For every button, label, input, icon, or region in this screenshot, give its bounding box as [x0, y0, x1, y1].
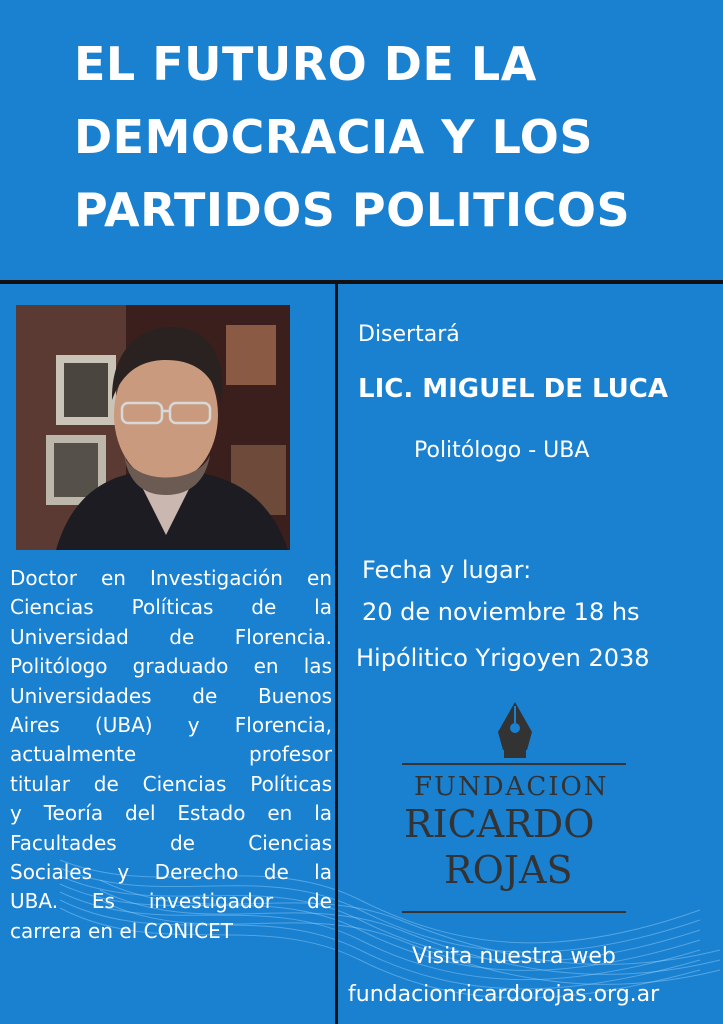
pen-nib-icon	[498, 702, 532, 758]
event-heading: Fecha y lugar:	[362, 556, 532, 584]
title-line: PARTIDOS POLITICOS	[74, 183, 631, 237]
bio-line: Universidades de Buenos	[10, 683, 332, 708]
bio-line: Universidad de Florencia.	[10, 624, 332, 649]
foundation-logo	[400, 698, 630, 918]
speaker-bio	[10, 564, 332, 946]
logo-line-2: RICARDO	[404, 802, 595, 846]
bio-line: UBA. Es investigador de	[10, 889, 332, 914]
logo-line-3: ROJAS	[444, 848, 573, 892]
speaker-photo	[16, 305, 290, 550]
bio-line: Facultades de Ciencias	[10, 830, 332, 855]
logo-line-1: FUNDACION	[414, 772, 609, 802]
bio-line: carrera en el CONICET	[10, 918, 233, 943]
speaker-role: Politólogo - UBA	[414, 438, 590, 463]
event-title	[74, 28, 714, 247]
title-line: DEMOCRACIA Y LOS	[74, 110, 593, 164]
speaker-name: LIC. MIGUEL DE LUCA	[358, 374, 668, 404]
horizontal-divider	[0, 280, 723, 284]
bio-line: Doctor en Investigación en	[10, 566, 332, 590]
bio-line: y Teoría del Estado en la	[10, 801, 332, 826]
bio-line: Politólogo graduado en las	[10, 654, 332, 679]
bio-line: Aires (UBA) y Florencia,	[10, 713, 332, 738]
bio-line: titular de Ciencias Políticas	[10, 771, 332, 796]
vertical-divider	[335, 284, 338, 1024]
bio-line: Sociales y Derecho de la	[10, 860, 332, 885]
bio-line: Ciencias Políticas de la	[10, 595, 332, 620]
title-line: EL FUTURO DE LA	[74, 37, 537, 91]
speaker-intro: Disertará	[358, 322, 460, 347]
footer-visit-text: Visita nuestra web	[412, 944, 616, 969]
event-date: 20 de noviembre 18 hs	[362, 598, 640, 626]
event-place: Hipólitico Yrigoyen 2038	[356, 644, 650, 672]
bio-line: actualmente profesor	[10, 742, 332, 767]
website-link[interactable]: fundacionricardorojas.org.ar	[348, 982, 660, 1007]
